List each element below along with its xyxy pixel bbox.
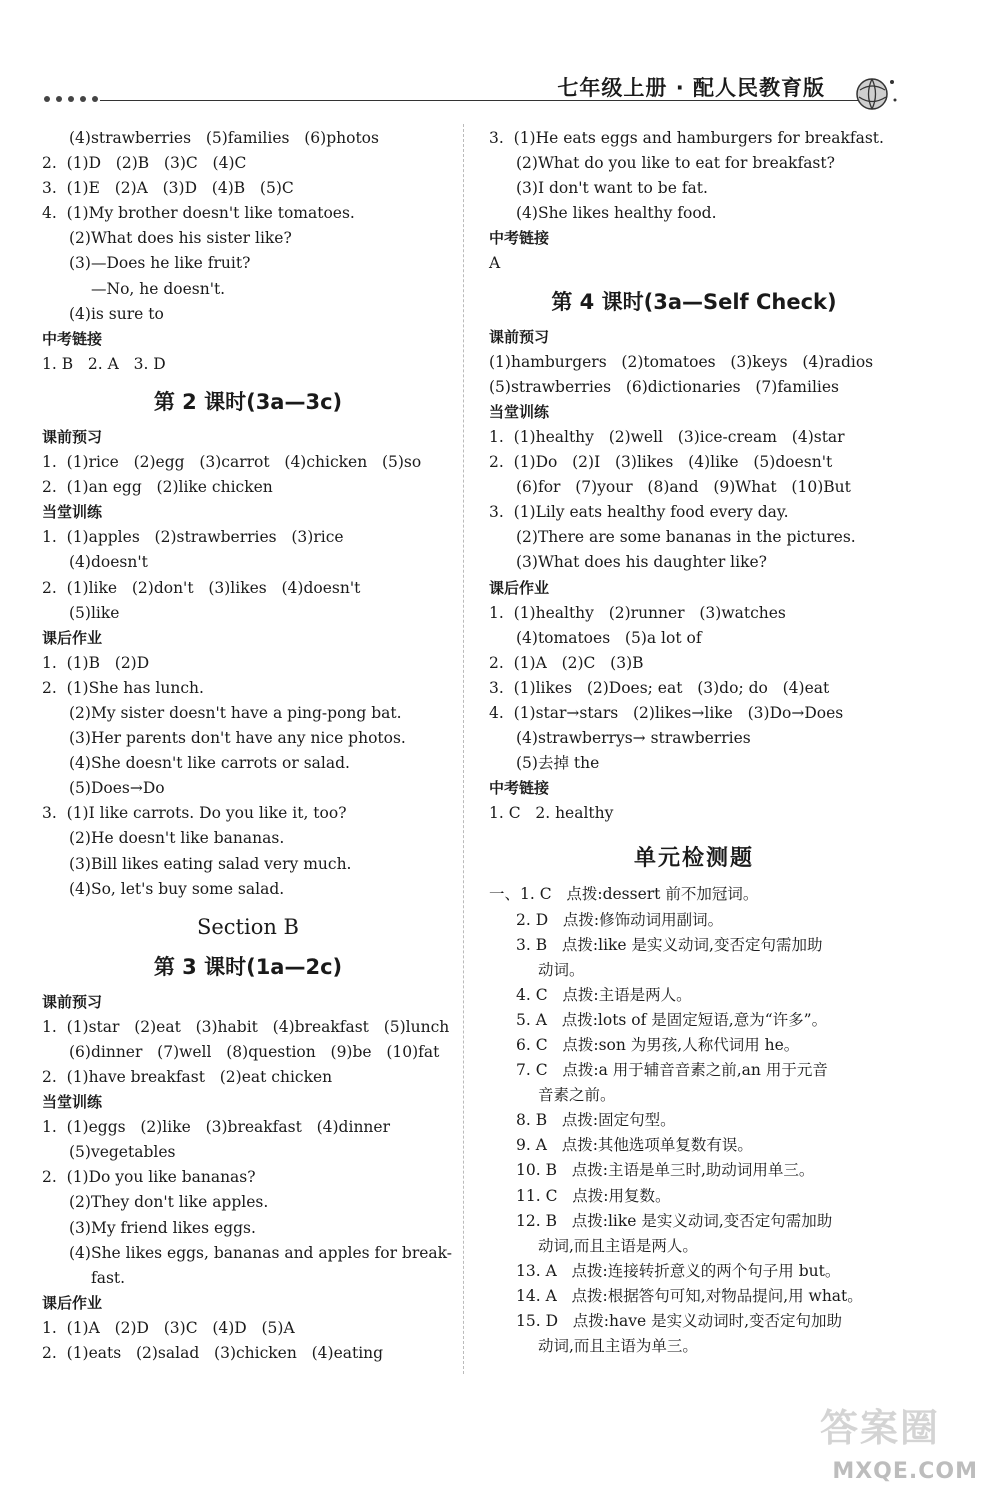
answer-line: (5)like: [69, 603, 120, 622]
answer-line: (3)What does his daughter like?: [516, 553, 767, 572]
answer-line: fast.: [91, 1268, 126, 1287]
lesson-heading: 第 4 课时(3a—Self Check): [551, 289, 837, 314]
answer-line: 2. (1)Do you like bananas?: [42, 1168, 256, 1187]
answer-line: (3)I don't want to be fat.: [516, 179, 708, 198]
answer-line: (6)for (7)your (8)and (9)What (10)But: [516, 478, 851, 497]
subsection-label: 中考链接: [42, 329, 103, 348]
answer-line: (3)—Does he like fruit?: [69, 254, 251, 273]
answer-line: (4)tomatoes (5)a lot of: [516, 628, 702, 647]
dot: [68, 96, 74, 102]
answer-line: 1. B 2. A 3. D: [42, 354, 166, 373]
answer-line: 13. A 点拨:连接转折意义的两个句子用 but。: [516, 1261, 841, 1280]
section-heading: Section B: [196, 914, 299, 939]
subsection-label: 课后作业: [42, 1293, 103, 1312]
answer-line: 3. (1)E (2)A (3)D (4)B (5)C: [42, 179, 294, 198]
answer-line: 2. (1)She has lunch.: [42, 678, 204, 697]
answer-line: 1. C 2. healthy: [489, 804, 614, 823]
answer-line: 2. (1)Do (2)I (3)likes (4)like (5)doesn't: [489, 453, 833, 472]
subsection-label: 当堂训练: [42, 1093, 103, 1112]
subsection-label: 中考链接: [489, 779, 550, 798]
answer-line: (4)She likes eggs, bananas and apples for break-: [69, 1243, 453, 1262]
answer-line: 2. (1)D (2)B (3)C (4)C: [42, 154, 247, 173]
answer-line: (4)She doesn't like carrots or salad.: [69, 754, 350, 773]
subsection-label: 课前预习: [42, 992, 103, 1011]
answer-line: 10. B 点拨:主语是单三时,助动词用单三。: [516, 1161, 815, 1180]
answer-line: 1. (1)apples (2)strawberries (3)rice: [42, 528, 344, 547]
answer-line: (3)Bill likes eating salad very much.: [69, 854, 352, 873]
answer-line: (6)dinner (7)well (8)question (9)be (10)fat: [69, 1042, 440, 1061]
answer-line: (4)She likes healthy food.: [516, 204, 717, 223]
dot: [44, 96, 50, 102]
right-column: [489, 126, 899, 1359]
dot: [56, 96, 62, 102]
answer-line: 动词,而且主语是两人。: [538, 1236, 698, 1255]
subsection-label: 课后作业: [489, 578, 550, 597]
answer-line: (2)What do you like to eat for breakfast?: [516, 154, 835, 173]
answer-line: 3. (1)likes (2)Does; eat (3)do; do (4)eat: [489, 678, 830, 697]
subsection-label: 当堂训练: [489, 402, 550, 421]
answer-line: 一、1. C 点拨:dessert 前不加冠词。: [489, 885, 759, 904]
subsection-label: 当堂训练: [42, 503, 103, 522]
answer-line: (2)My sister doesn't have a ping-pong bat.: [69, 703, 402, 722]
answer-line: (2)What does his sister like?: [69, 229, 292, 248]
dot: [80, 96, 86, 102]
answer-line: 5. A 点拨:lots of 是固定短语,意为“许多”。: [516, 1010, 828, 1029]
answer-line: 2. (1)an egg (2)like chicken: [42, 478, 273, 497]
answer-line: (2)They don't like apples.: [69, 1193, 269, 1212]
watermark-url: MXQE.COM: [832, 1459, 978, 1484]
answer-line: A: [489, 254, 501, 273]
answer-line: 1. (1)B (2)D: [42, 653, 150, 672]
answer-line: 8. B 点拨:固定句型。: [516, 1111, 676, 1130]
answer-line: 1. (1)A (2)D (3)C (4)D (5)A: [42, 1318, 295, 1337]
answer-line: 1. (1)healthy (2)runner (3)watches: [489, 603, 786, 622]
column-divider: [463, 124, 464, 1374]
answer-line: 音素之前。: [538, 1086, 616, 1105]
left-column: [42, 126, 454, 1366]
answer-line: (4)strawberries (5)families (6)photos: [69, 129, 379, 147]
answer-line: 3. B 点拨:like 是实义动词,变否定句需加助: [516, 935, 823, 954]
dot: [92, 96, 98, 102]
answer-line: (5)strawberries (6)dictionaries (7)families: [489, 377, 839, 396]
answer-line: 4. (1)My brother doesn't like tomatoes.: [42, 204, 355, 223]
answer-line: (4)doesn't: [69, 553, 148, 572]
unit-test-heading: 单元检测题: [633, 846, 754, 872]
page-header: [0, 0, 1000, 110]
lesson-heading: 第 2 课时(3a—3c): [153, 389, 343, 414]
lesson-heading: 第 3 课时(1a—2c): [153, 954, 343, 979]
answer-line: 14. A 点拨:根据答句可知,对物品提问,用 what。: [516, 1286, 863, 1305]
answer-line: 1. (1)rice (2)egg (3)carrot (4)chicken (5)so: [42, 453, 422, 472]
answer-line: 4. (1)star→stars (2)likes→like (3)Do→Does: [489, 703, 844, 722]
answer-line: 2. D 点拨:修饰动词用副词。: [516, 910, 724, 929]
answer-line: 3. (1)Lily eats healthy food every day.: [489, 503, 789, 522]
answer-line: 2. (1)eats (2)salad (3)chicken (4)eating: [42, 1344, 384, 1363]
answer-line: (2)There are some bananas in the pictures.: [516, 528, 856, 547]
watermark-logo: 答案圈: [819, 1406, 940, 1450]
answer-line: 2. (1)like (2)don't (3)likes (4)doesn't: [42, 578, 361, 597]
answer-line: (5)去掉 the: [516, 754, 600, 773]
answer-line: (2)He doesn't like bananas.: [69, 829, 285, 848]
answer-line: 15. D 点拨:have 是实义动词时,变否定句加助: [516, 1312, 843, 1331]
subsection-label: 中考链接: [489, 229, 550, 248]
answer-line: (4)strawberrys→ strawberries: [516, 729, 751, 748]
answer-line: (5)vegetables: [69, 1143, 176, 1162]
answer-line: 2. (1)have breakfast (2)eat chicken: [42, 1068, 333, 1086]
answer-line: 3. (1)I like carrots. Do you like it, too?: [42, 804, 347, 823]
subsection-label: 课后作业: [42, 628, 103, 647]
subsection-label: 课前预习: [489, 327, 550, 346]
answer-line: 6. C 点拨:son 为男孩,人称代词用 he。: [516, 1036, 800, 1054]
answer-line: (3)Her parents don't have any nice photos.: [69, 729, 406, 748]
answer-line: 1. (1)healthy (2)well (3)ice-cream (4)star: [489, 427, 845, 446]
answer-line: 动词。: [538, 960, 585, 979]
answer-line: 3. (1)He eats eggs and hamburgers for breakfast.: [489, 129, 884, 147]
answer-line: (3)My friend likes eggs.: [69, 1218, 256, 1237]
answer-line: 12. B 点拨:like 是实义动词,变否定句需加助: [516, 1211, 833, 1230]
subsection-label: 课前预习: [42, 427, 103, 446]
answer-line: (5)Does→Do: [69, 779, 165, 798]
answer-line: (4)So, let's buy some salad.: [69, 879, 285, 898]
answer-line: (1)hamburgers (2)tomatoes (3)keys (4)radios: [489, 352, 874, 371]
answer-line: 1. (1)eggs (2)like (3)breakfast (4)dinner: [42, 1118, 390, 1137]
answer-line: 7. C 点拨:a 用于辅音音素之前,an 用于元音: [516, 1061, 828, 1080]
answer-line: (4)is sure to: [69, 304, 164, 323]
answer-line: 动词,而且主语为单三。: [538, 1337, 698, 1356]
answer-line: 4. C 点拨:主语是两人。: [516, 985, 692, 1004]
answer-line: —No, he doesn't.: [91, 279, 226, 298]
answer-line: 9. A 点拨:其他选项单复数有误。: [516, 1136, 753, 1155]
answer-line: 1. (1)star (2)eat (3)habit (4)breakfast (5)lunch: [42, 1017, 450, 1036]
answer-line: 11. C 点拨:用复数。: [516, 1186, 671, 1205]
header-title: 七年级上册 · 配人民教育版: [557, 76, 825, 100]
answer-line: 2. (1)A (2)C (3)B: [489, 653, 644, 672]
decorative-dots: [44, 96, 98, 102]
globe-icon: [852, 72, 898, 112]
